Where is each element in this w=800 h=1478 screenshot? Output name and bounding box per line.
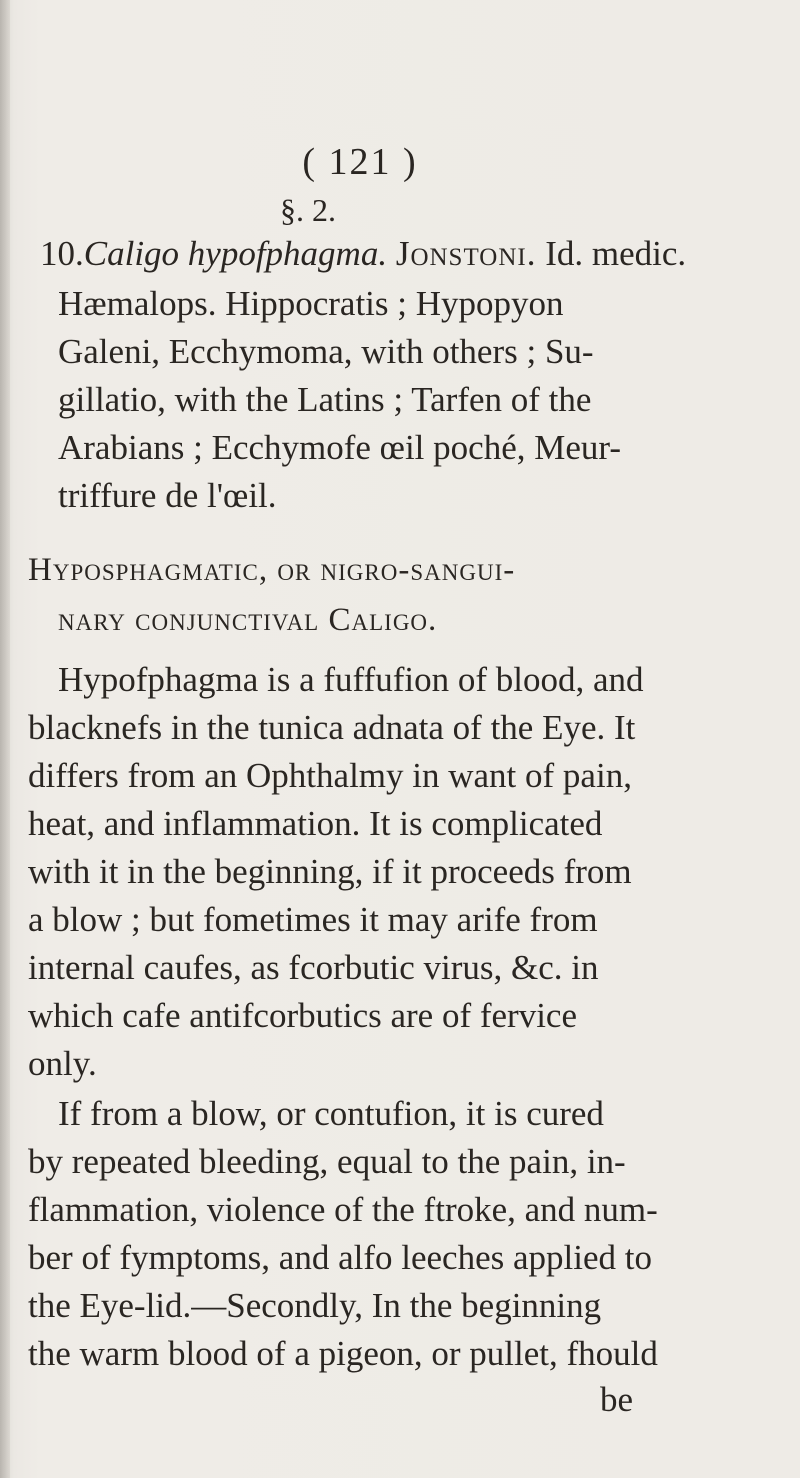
entry-line: gillatio, with the Latins ; Tarfen of the	[58, 380, 592, 419]
body-line: blacknefs in the tunica adnata of the Eye. It	[28, 708, 636, 747]
body-line: by repeated bleeding, equal to the pain, in-	[28, 1142, 626, 1181]
entry-line: Galeni, Ecchymoma, with others ; Su-	[58, 332, 594, 371]
body-line: a blow ; but fometimes it may arife from	[28, 900, 598, 939]
body-line: differs from an Ophthalmy in want of pain,	[28, 756, 632, 795]
entry-title: Caligo hypofphagma.	[83, 234, 388, 273]
body-line: ber of fymptoms, and alfo leeches applied to	[28, 1238, 652, 1277]
body-line: flammation, violence of the ftroke, and num-	[28, 1190, 658, 1229]
entry-line: Hæmalops. Hippocratis ; Hypopyon	[58, 284, 564, 323]
entry-title-line	[40, 232, 800, 276]
page-number-header: ( 121 )	[302, 141, 418, 183]
body-line: heat, and inflammation. It is complicated	[28, 804, 603, 843]
entry-line: Arabians ; Ecchymofe œil poché, Meur-	[58, 428, 621, 467]
body-line: If from a blow, or contufion, it is cured	[58, 1094, 604, 1133]
body-line: internal caufes, as fcorbutic virus, &c. in	[28, 948, 599, 987]
entry-author: Jonstoni.	[395, 234, 537, 273]
catchword: be	[600, 1380, 634, 1419]
body-line: Hypofphagma is a fuffufion of blood, and	[58, 660, 644, 699]
body-line: the warm blood of a pigeon, or pullet, fhould	[28, 1334, 658, 1373]
body-line: the Eye-lid.—Secondly, In the beginning	[28, 1286, 602, 1325]
body-line: which cafe antifcorbutics are of fervice	[28, 996, 577, 1035]
section-marker: §. 2.	[280, 192, 336, 228]
entry-number: 10.	[40, 234, 84, 273]
entry-title-rest: Id. medic.	[536, 234, 687, 273]
entry-line: triffure de l'œil.	[58, 476, 277, 515]
section-heading-line1: Hyposphagmatic, or nigro-sangui-	[28, 552, 516, 588]
body-line: with it in the beginning, if it proceeds from	[28, 852, 632, 891]
page-spine-edge	[0, 0, 10, 1478]
section-heading-line2: nary conjunctival Caligo.	[58, 602, 438, 638]
body-line: only.	[28, 1044, 97, 1083]
